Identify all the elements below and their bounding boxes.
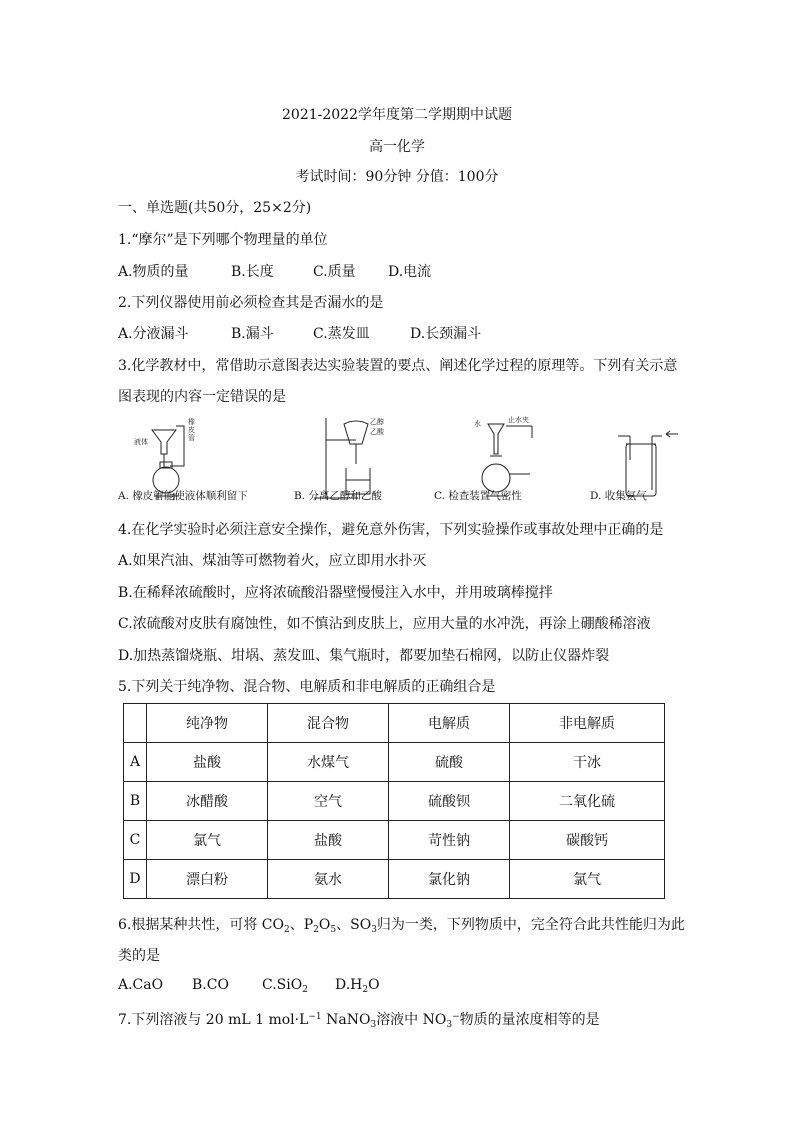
q6-option-c-text: C.SiO [262,977,303,993]
table-cell: 水煤气 [268,743,389,782]
table-cell: 干冰 [510,743,665,782]
q1-option-c: C.质量 [313,264,356,280]
table-cell: B [124,782,147,821]
subject-title: 高一化学 [369,139,425,155]
table-cell: 冰醋酸 [147,782,268,821]
table-cell: 二氧化硫 [510,782,665,821]
q1-option-d: D.电流 [388,264,432,280]
q6-text: 6.根据某种共性，可将 CO [118,917,284,933]
q7-stem [118,1009,600,1030]
q3-caption-b: B. 分离乙醇和乙酸 [294,490,382,502]
q1-option-a: A.物质的量 [118,264,189,280]
table-cell: 氯化钠 [389,860,510,899]
exam-info: 考试时间：90分钟 分值：100分 [295,169,499,185]
table-cell: 盐酸 [147,743,268,782]
q6-text: 、SO [336,917,372,933]
q7-sub: 3 [446,1020,453,1030]
table-row [124,782,665,821]
q4-stem: 4.在化学实验时必须注意安全操作，避免意外伤害，下列实验操作或事故处理中正确的是 [118,522,664,538]
label-clamp: 止水夹 [508,416,529,424]
table-header-cell: 非电解质 [510,704,665,743]
q6-option-c-sub: 2 [302,985,308,995]
q4-option-c: C.浓硫酸对皮肤有腐蚀性，如不慎沾到皮肤上，应用大量的水冲洗，再涂上硼酸稀溶液 [118,616,651,632]
table-cell: 氨水 [268,860,389,899]
q7-sup: −1 [308,1012,322,1022]
q3-stem-line2: 图表现的内容一定错误的是 [118,389,286,405]
label-ethanol: 乙醇 [370,418,384,426]
figure-b-separating-funnel [314,418,370,498]
exam-title: 2021-2022学年度第二学期期中试题 [282,107,512,123]
q3-caption-a: A. 橡皮管能使液体顺利留下 [118,490,248,502]
q2-stem: 2.下列仪器使用前必须检查其是否漏水的是 [118,295,384,311]
q2-option-b: B.漏斗 [231,326,274,342]
q7-text: 7.下列溶液与 20 mL 1 mol·L [118,1012,309,1028]
table-cell: D [124,860,147,899]
label-rubber-1: 橡 [188,418,195,426]
q6-sub: 3 [371,925,377,935]
q6-option-a: A.CaO [118,977,164,993]
q6-stem-line2: 类的是 [118,948,160,964]
q4-option-d: D.加热蒸馏烧瓶、坩埚、蒸发皿、集气瓶时，都要加垫石棉网，以防止仪器炸裂 [118,648,610,664]
table-cell: 苛性钠 [389,821,510,860]
table-cell: A [124,743,147,782]
table-header-row [124,704,665,743]
table-cell: 漂白粉 [147,860,268,899]
table-row [124,860,665,899]
table-row [124,821,665,860]
q6-text: 归为一类，下列物质中，完全符合此共性能归为此 [376,917,685,933]
label-acetic-acid: 乙酸 [370,428,384,436]
table-cell: 氯气 [147,821,268,860]
q2-option-a: A.分液漏斗 [118,326,189,342]
table-header-cell: 混合物 [268,704,389,743]
section-heading: 一、单选题(共50分，25×2分) [118,200,312,216]
q4-option-a: A.如果汽油、煤油等可燃物着火，应立即用水扑灭 [118,553,427,569]
table-row [124,743,665,782]
q6-text: 、P [289,917,314,933]
table-cell: 硫酸 [389,743,510,782]
q1-stem: 1.“摩尔”是下列哪个物理量的单位 [118,232,328,248]
q7-text: NaNO [321,1012,371,1028]
table-cell: 盐酸 [268,821,389,860]
table-cell: 空气 [268,782,389,821]
q6-option-d [335,977,380,995]
q3-caption-d: D. 收集氨气 [590,490,647,502]
q7-sup: − [452,1012,460,1022]
table-header-cell [124,704,147,743]
label-liquid: 液体 [134,438,148,446]
table-cell: 氯气 [510,860,665,899]
q6-option-d-tail: O [368,977,380,993]
q6-sub: 2 [284,925,290,935]
table-cell: C [124,821,147,860]
q2-option-d: D.长颈漏斗 [410,326,482,342]
q6-stem [118,914,685,935]
table-header-cell: 纯净物 [147,704,268,743]
q7-text: 溶液中 NO [376,1012,447,1028]
q1-option-b: B.长度 [231,264,274,280]
q6-sub: 2 [313,925,319,935]
q6-text: O [318,917,331,933]
q5-stem: 5.下列关于纯净物、混合物、电解质和非电解质的正确组合是 [118,679,496,695]
label-rubber-3: 管 [188,434,195,442]
q3-caption-c: C. 检查装置气密性 [434,490,522,502]
q5-table [123,703,665,899]
q7-text: 物质的量浓度相等的是 [459,1012,600,1028]
q6-option-d-text: D.H [335,977,363,993]
q6-sub: 5 [330,925,337,935]
q7-sub: 3 [370,1020,377,1030]
table-cell: 硫酸钡 [389,782,510,821]
label-rubber-2: 皮 [188,426,195,434]
figure-d-gas-bottle [618,431,678,496]
table-cell: 碳酸钙 [510,821,665,860]
q6-option-d-sub: 2 [362,985,369,995]
q2-option-c: C.蒸发皿 [313,326,370,342]
q3-stem-line1: 3.化学教材中，常借助示意图表达实验装置的要点、阐述化学过程的原理等。下列有关示意 [118,358,678,374]
q6-option-b: B.CO [192,977,229,993]
q4-option-b: B.在稀释浓硫酸时，应将浓硫酸沿器壁慢慢注入水中，并用玻璃棒搅拌 [118,585,553,601]
table-header-cell: 电解质 [389,704,510,743]
label-water: 水 [474,420,481,428]
q6-option-c [262,977,308,995]
figure-c-airtightness-check [482,424,532,496]
